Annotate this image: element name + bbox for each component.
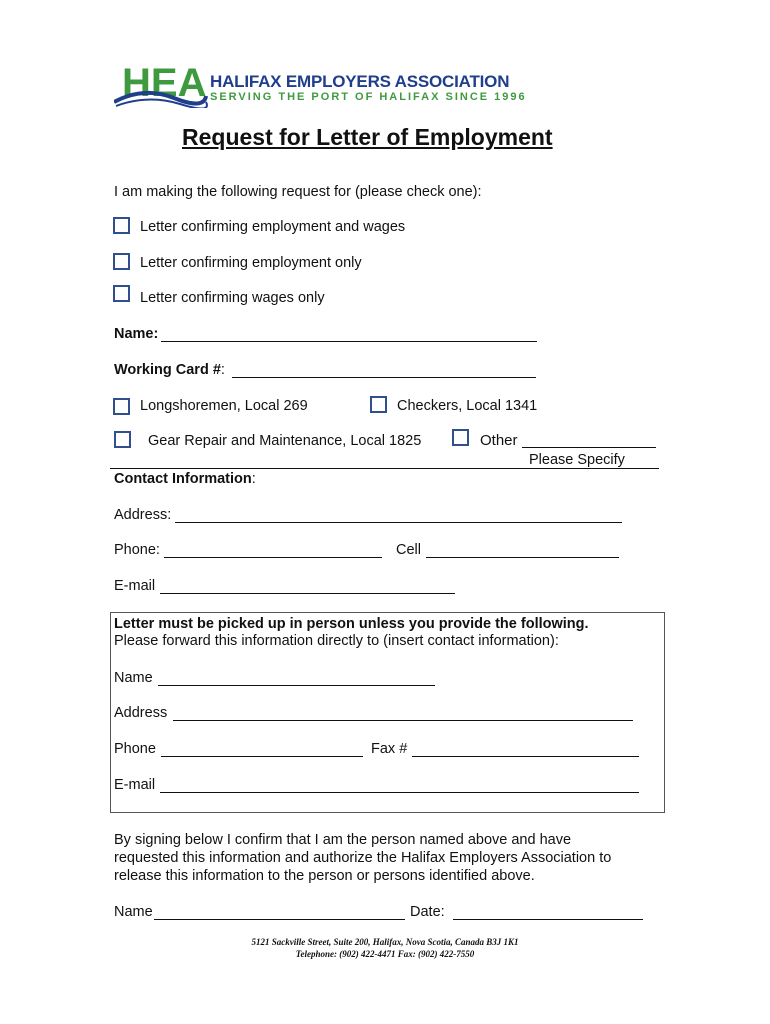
option-label: Letter confirming wages only xyxy=(140,290,325,306)
local-label: Longshoremen, Local 269 xyxy=(140,398,308,414)
checkbox-other[interactable] xyxy=(452,429,469,446)
footer-phone-fax: Telephone: (902) 422-4471 Fax: (902) 422-7550 xyxy=(295,949,475,959)
option-label: Letter confirming employment only xyxy=(140,255,362,271)
local-label: Checkers, Local 1341 xyxy=(397,398,538,414)
footer-address: 5121 Sackville Street, Suite 200, Halifax, Nova Scotia, Canada B3J 1K1 xyxy=(251,937,519,947)
contact-heading xyxy=(114,471,256,487)
forward-name-field[interactable] xyxy=(158,685,435,686)
checkbox-wages-only[interactable] xyxy=(113,285,130,302)
org-name: HALIFAX EMPLOYERS ASSOCIATION xyxy=(210,72,510,91)
forward-name-label: Name xyxy=(114,670,153,686)
email-field[interactable] xyxy=(160,593,455,594)
address-field[interactable] xyxy=(175,522,622,523)
other-label: Other xyxy=(480,432,518,449)
working-card-colon: : xyxy=(220,362,225,378)
org-tagline: SERVING THE PORT OF HALIFAX SINCE 1996 xyxy=(210,91,527,103)
checkbox-checkers[interactable] xyxy=(370,396,387,413)
forward-phone-label: Phone xyxy=(114,741,156,757)
working-card-label-text: Working Card # xyxy=(114,362,221,378)
forward-fax-field[interactable] xyxy=(412,756,639,757)
local-label: Gear Repair and Maintenance, Local 1825 xyxy=(148,433,422,449)
contact-heading-colon: : xyxy=(251,471,256,487)
forward-instructions: Please forward this information directly to (insert contact information): xyxy=(114,633,559,649)
cell-field[interactable] xyxy=(426,557,619,558)
checkbox-longshoremen[interactable] xyxy=(113,398,130,415)
intro-text: I am making the following request for (please check one): xyxy=(114,184,482,200)
section-divider xyxy=(110,468,659,469)
forward-phone-field[interactable] xyxy=(161,756,363,757)
logo-letters: HEA xyxy=(122,61,207,105)
consent-line: By signing below I confirm that I am the person named above and have xyxy=(114,832,572,848)
email-label: E-mail xyxy=(114,578,156,594)
working-card-label xyxy=(114,362,225,378)
signature-name-label: Name xyxy=(114,904,153,920)
forward-address-label: Address xyxy=(114,705,168,721)
checkbox-gear-repair[interactable] xyxy=(114,431,131,448)
other-specify-field[interactable] xyxy=(522,447,656,448)
forward-email-label: E-mail xyxy=(114,777,156,793)
checkbox-employment-and-wages[interactable] xyxy=(113,217,130,234)
consent-line: release this information to the person or persons identified above. xyxy=(114,868,535,884)
name-label: Name: xyxy=(114,326,159,342)
consent-line: requested this information and authorize the Halifax Employers Association to xyxy=(114,850,612,866)
checkbox-employment-only[interactable] xyxy=(113,253,130,270)
working-card-field[interactable] xyxy=(232,377,536,378)
signature-date-field[interactable] xyxy=(453,919,643,920)
signature-name-field[interactable] xyxy=(154,919,405,920)
phone-field[interactable] xyxy=(164,557,382,558)
option-label: Letter confirming employment and wages xyxy=(140,219,406,235)
forward-email-field[interactable] xyxy=(160,792,639,793)
forward-fax-label: Fax # xyxy=(371,741,408,757)
address-label: Address: xyxy=(114,507,172,523)
cell-label: Cell xyxy=(396,542,421,558)
phone-label: Phone: xyxy=(114,542,160,558)
forward-address-field[interactable] xyxy=(173,720,633,721)
pickup-notice: Letter must be picked up in person unless you provide the following. xyxy=(114,616,589,632)
please-specify-label: Please Specify xyxy=(529,452,625,468)
name-field[interactable] xyxy=(161,341,537,342)
page-title: Request for Letter of Employment xyxy=(182,124,553,150)
contact-heading-text: Contact Information xyxy=(114,471,252,487)
signature-date-label: Date: xyxy=(410,904,445,920)
